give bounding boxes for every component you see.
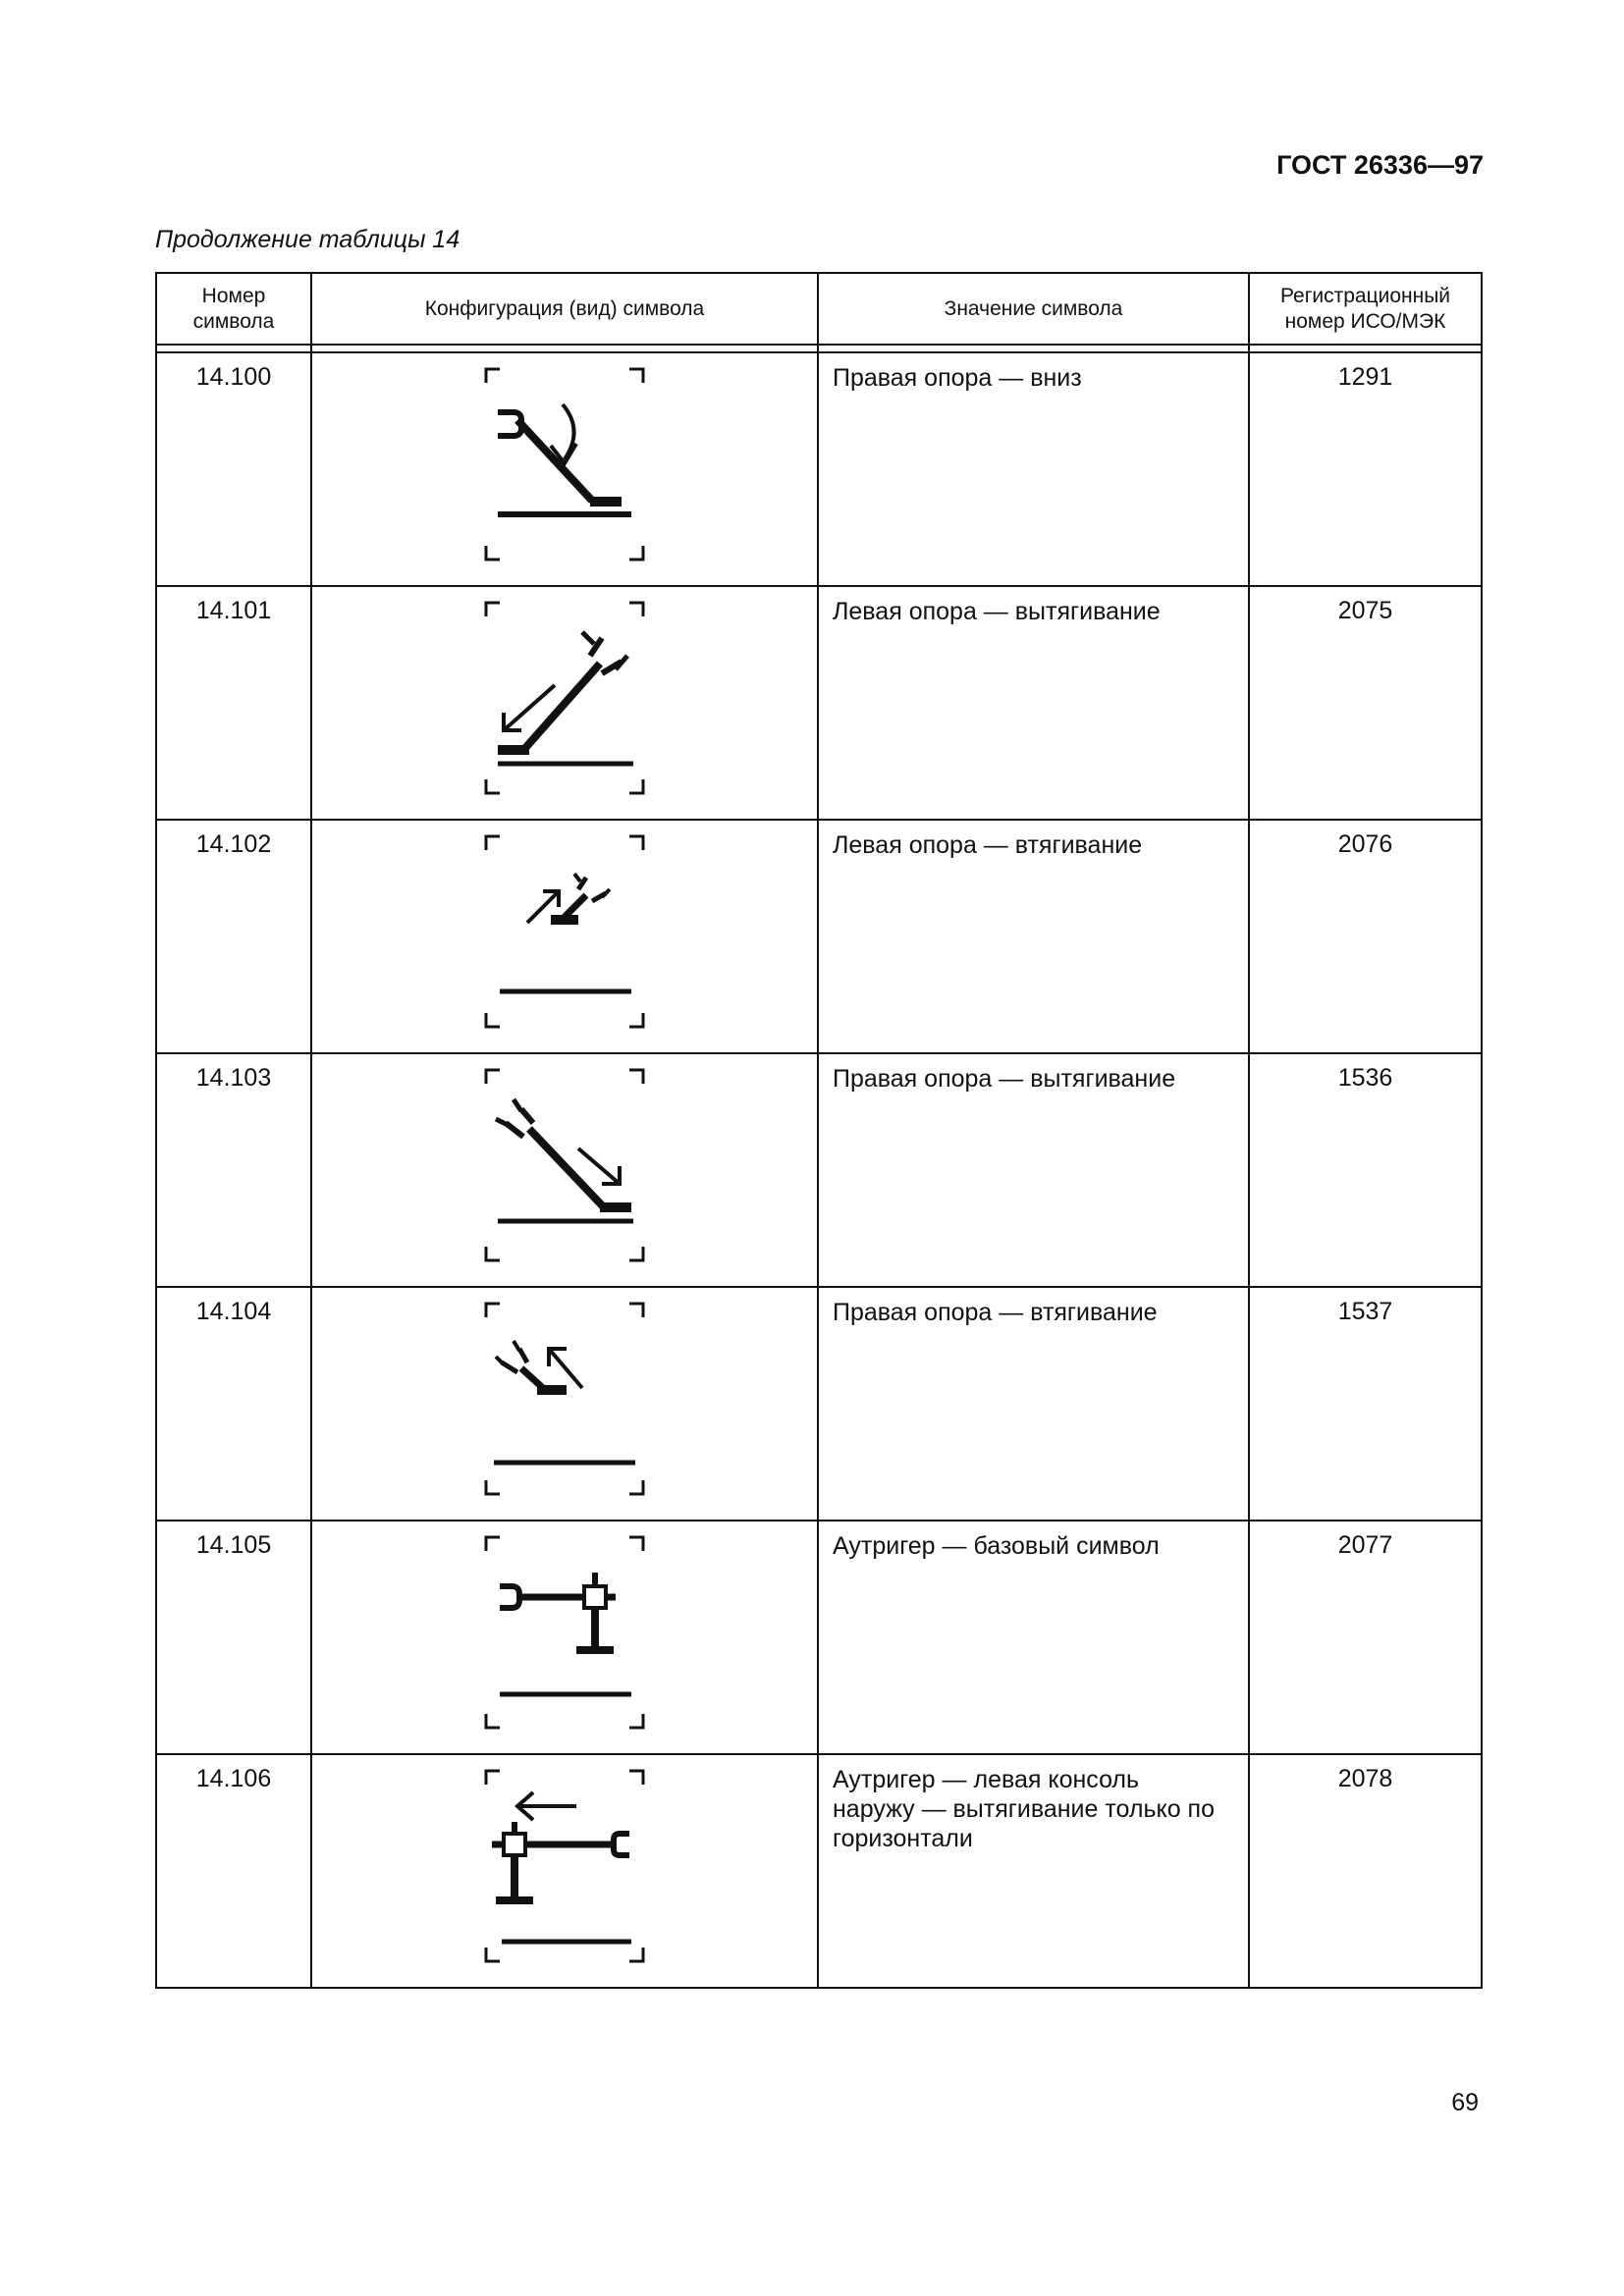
outrigger-left-horizontal-extend-icon: [457, 1755, 673, 1977]
symbol-number: 14.102: [156, 820, 311, 1053]
page-number: 69: [1451, 2089, 1479, 2116]
table-row: [156, 1754, 1482, 1988]
left-outrigger-retract-icon: [457, 821, 673, 1042]
registration-number: 2076: [1249, 820, 1482, 1053]
symbol-meaning: Левая опора — вытягивание: [818, 586, 1249, 820]
symbol-number: 14.106: [156, 1754, 311, 1988]
column-header-meaning: Значение символа: [818, 273, 1249, 345]
column-header-registration: Регистрационный номер ИСО/МЭК: [1249, 273, 1482, 345]
table-header-row: [156, 273, 1482, 345]
symbol-meaning: Левая опора — втягивание: [818, 820, 1249, 1053]
symbol-number: 14.105: [156, 1521, 311, 1754]
right-outrigger-extend-icon: [457, 1054, 673, 1276]
right-outrigger-retract-icon: [457, 1288, 673, 1510]
symbol-number: 14.101: [156, 586, 311, 820]
table-row: [156, 1053, 1482, 1287]
standard-code: ГОСТ 26336—97: [1276, 150, 1484, 180]
table-caption: Продолжение таблицы 14: [155, 226, 460, 253]
table-row: [156, 586, 1482, 820]
registration-number: 1537: [1249, 1287, 1482, 1521]
symbol-meaning: Аутригер — левая консоль наружу — вытягивание только по горизонтали: [818, 1754, 1249, 1988]
column-header-configuration: Конфигурация (вид) символа: [311, 273, 818, 345]
table-row: [156, 1521, 1482, 1754]
symbol-meaning: Правая опора — вниз: [818, 352, 1249, 586]
registration-number: 2075: [1249, 586, 1482, 820]
table-row: [156, 352, 1482, 586]
right-outrigger-down-icon: [457, 353, 673, 575]
table-row: [156, 820, 1482, 1053]
symbol-meaning: Правая опора — вытягивание: [818, 1053, 1249, 1287]
symbol-number: 14.100: [156, 352, 311, 586]
symbols-table: [155, 272, 1483, 1989]
symbol-meaning: Аутригер — базовый символ: [818, 1521, 1249, 1754]
symbol-number: 14.104: [156, 1287, 311, 1521]
header-separator: [156, 345, 1482, 352]
symbol-number: 14.103: [156, 1053, 311, 1287]
registration-number: 2078: [1249, 1754, 1482, 1988]
table-row: [156, 1287, 1482, 1521]
symbol-meaning: Правая опора — втягивание: [818, 1287, 1249, 1521]
left-outrigger-extend-icon: [457, 587, 673, 809]
column-header-number: Номер символа: [156, 273, 311, 345]
registration-number: 1536: [1249, 1053, 1482, 1287]
registration-number: 2077: [1249, 1521, 1482, 1754]
registration-number: 1291: [1249, 352, 1482, 586]
outrigger-basic-icon: [457, 1522, 673, 1743]
